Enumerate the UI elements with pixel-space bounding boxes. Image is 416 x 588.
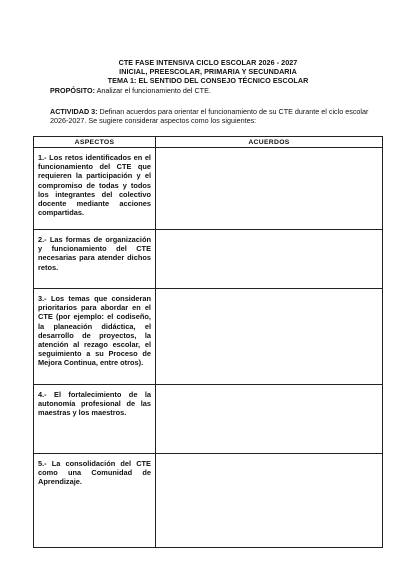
table-row bbox=[34, 289, 383, 385]
aspecto-cell: 5.- La consolidación del CTE como una Comunidad de Aprendizaje. bbox=[34, 454, 156, 548]
actividad-paragraph bbox=[50, 107, 370, 125]
document-header bbox=[40, 58, 376, 85]
aspecto-cell: 3.- Los temas que consideran prioritarios para abordar en el CTE (por ejemplo: el codiseño, la planeación didáctica, el desarrollo de proyectos, la atención al rezago escolar, el seguimiento a su Proceso de Mejora Continua, entre otros). bbox=[34, 289, 156, 385]
acuerdo-cell[interactable] bbox=[156, 230, 383, 289]
aspecto-cell: 4.- El fortalecimiento de la autonomía profesional de las maestras y los maestros. bbox=[34, 385, 156, 454]
header-line-2: INICIAL, PREESCOLAR, PRIMARIA Y SECUNDARIA bbox=[119, 67, 297, 76]
actividad-label: ACTIVIDAD 3: bbox=[50, 107, 98, 116]
header-aspectos: ASPECTOS bbox=[34, 137, 156, 148]
table-row bbox=[34, 385, 383, 454]
acuerdo-cell[interactable] bbox=[156, 148, 383, 230]
table-row bbox=[34, 454, 383, 548]
acuerdo-cell[interactable] bbox=[156, 289, 383, 385]
aspects-agreements-table bbox=[33, 136, 383, 548]
header-line-3: TEMA 1: EL SENTIDO DEL CONSEJO TÉCNICO ESCOLAR bbox=[107, 76, 309, 85]
aspecto-cell: 2.- Las formas de organización y funcionamiento del CTE necesarias para atender dichos retos. bbox=[34, 230, 156, 289]
header-acuerdos: ACUERDOS bbox=[156, 137, 383, 148]
acuerdo-cell[interactable] bbox=[156, 385, 383, 454]
table-row bbox=[34, 148, 383, 230]
acuerdo-cell[interactable] bbox=[156, 454, 383, 548]
table-header-row bbox=[34, 137, 383, 148]
table-row bbox=[34, 230, 383, 289]
actividad-text: Definan acuerdos para orientar el funcionamiento de su CTE durante el ciclo escolar 2026-2027. Se sugiere considerar aspectos como los siguientes: bbox=[50, 107, 369, 125]
proposito-label: PROPÓSITO: bbox=[50, 86, 95, 95]
header-line-1: CTE FASE INTENSIVA CICLO ESCOLAR 2026 - 2027 bbox=[118, 58, 298, 67]
aspecto-cell: 1.- Los retos identificados en el funcionamiento del CTE que requieren la participación y el compromiso de todas y todos los integrantes del colectivo docente mediante acciones compartidas. bbox=[34, 148, 156, 230]
proposito-paragraph bbox=[50, 86, 370, 95]
proposito-text: Analizar el funcionamiento del CTE. bbox=[95, 86, 211, 95]
